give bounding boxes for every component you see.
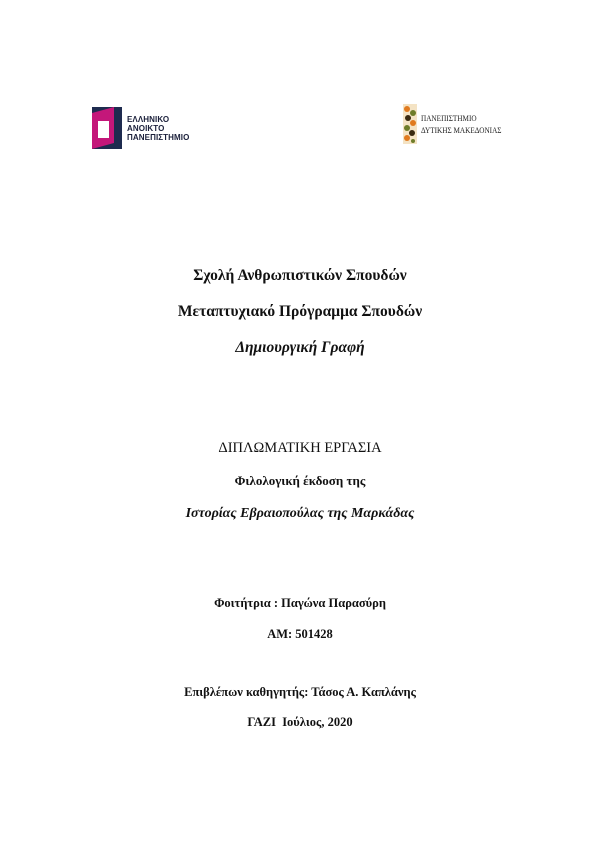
thesis-subtitle: Φιλολογική έκδοση της bbox=[234, 473, 366, 488]
university-western-macedonia-logo bbox=[403, 104, 516, 144]
program-name: Μεταπτυχιακό Πρόγραμμα Σπουδών bbox=[177, 303, 423, 320]
thesis-heading: ΔΙΠΛΩΜΑΤΙΚΗ ΕΡΓΑΣΙΑ bbox=[218, 440, 382, 456]
uowm-emblem-icon bbox=[403, 104, 417, 144]
place-date: ΓΑΖΙ Ιούλιος, 2020 bbox=[247, 715, 353, 729]
thesis-title: Ιστορίας Εβραιοπούλας της Μαρκάδας bbox=[185, 506, 415, 521]
student-name: Φοιτήτρια : Παγώνα Παρασύρη bbox=[214, 596, 386, 610]
student-id: ΑΜ: 501428 bbox=[267, 627, 333, 641]
hellenic-open-university-logo bbox=[92, 107, 189, 149]
school-name: Σχολή Ανθρωπιστικών Σπουδών bbox=[193, 267, 407, 284]
hou-emblem-icon bbox=[92, 107, 122, 149]
uowm-logo-text: ΠΑΝΕΠΙΣΤΗΜΙΟ ΔΥΤΙΚΗΣ ΜΑΚΕΔΟΝΙΑΣ bbox=[421, 113, 502, 135]
specialization: Δημιουργική Γραφή bbox=[235, 339, 365, 356]
hou-logo-text: ΕΛΛΗΝΙΚΟ ΑΝΟΙΚΤΟ ΠΑΝΕΠΙΣΤΗΜΙΟ bbox=[127, 114, 190, 142]
supervisor: Επιβλέπων καθηγητής: Τάσος Α. Καπλάνης bbox=[184, 685, 416, 699]
